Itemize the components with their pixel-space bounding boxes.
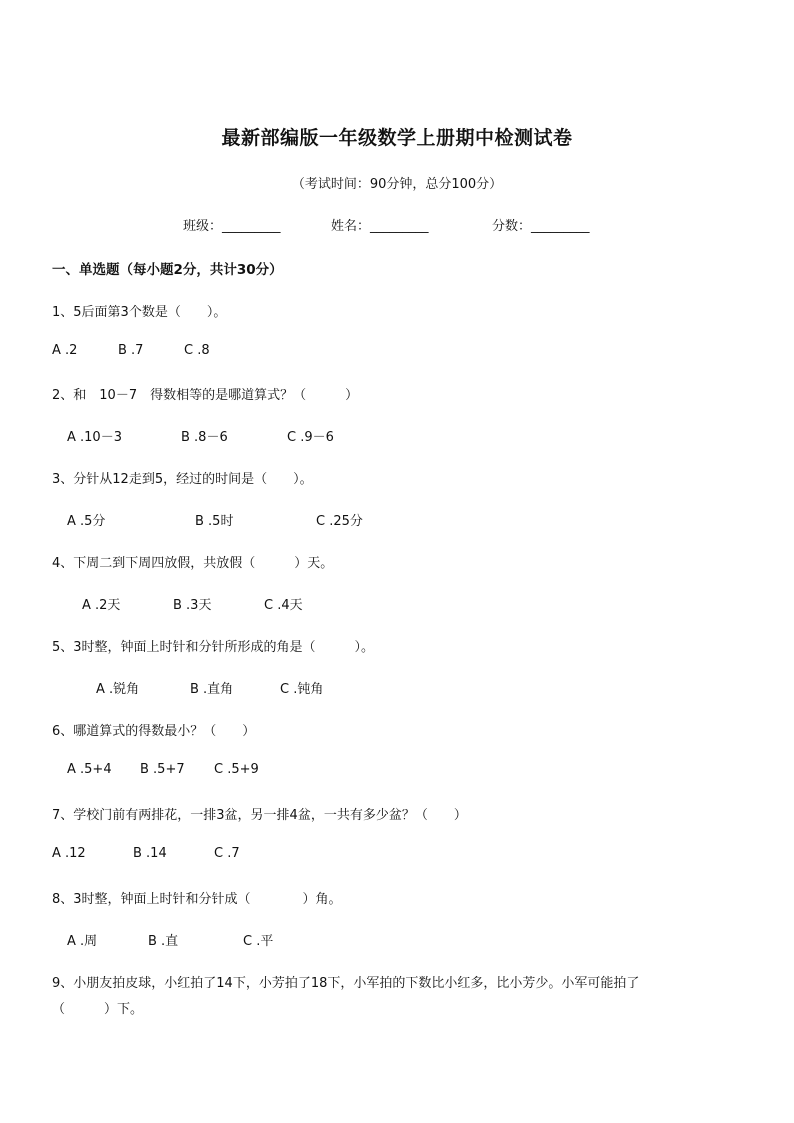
option-a: A .2天: [82, 598, 121, 613]
score-field: 分数：_________: [492, 219, 590, 234]
option-a: A .5分: [67, 514, 106, 529]
name-field: 姓名：_________: [331, 219, 429, 234]
question-9: 9、小朋友拍皮球，小红拍了14下，小芳拍了18下，小军拍的下数比小红多，比小芳少。小军可能拍了: [52, 976, 640, 991]
option-a: A .5+4: [67, 762, 112, 777]
question-9-continuation: （ ）下。: [52, 1002, 144, 1017]
question-4: 4、下周二到下周四放假，共放假（ ）天。: [52, 556, 334, 571]
question-5: 5、3时整，钟面上时针和分针所形成的角是（ ）。: [52, 640, 375, 655]
section-heading: 一、单选题（每小题2分，共计30分）: [52, 262, 283, 278]
question-3: 3、分针从12走到5，经过的时间是（ ）。: [52, 472, 313, 487]
question-7: 7、学校门前有两排花，一排3盆，另一排4盆，一共有多少盆？（ ）: [52, 808, 467, 823]
question-6: 6、哪道算式的得数最小？（ ）: [52, 724, 256, 739]
option-c: C .25分: [316, 514, 363, 529]
option-b: B .14: [133, 846, 167, 861]
option-b: B .3天: [173, 598, 212, 613]
option-b: B .直角: [190, 682, 234, 697]
option-b: B .7: [118, 343, 144, 358]
option-c: C .钝角: [280, 682, 324, 697]
option-a: A .锐角: [96, 682, 140, 697]
question-2: 2、和 10－7 得数相等的是哪道算式？（ ）: [52, 388, 359, 403]
option-c: C .9－6: [287, 430, 334, 445]
option-b: B .5+7: [140, 762, 185, 777]
option-c: C .7: [214, 846, 240, 861]
option-a: A .周: [67, 934, 98, 949]
class-field: 班级：_________: [183, 219, 281, 234]
option-b: B .8－6: [181, 430, 228, 445]
question-8: 8、3时整，钟面上时针和分针成（ ）角。: [52, 892, 342, 907]
option-c: C .4天: [264, 598, 303, 613]
exam-subtitle: （考试时间：90分钟，总分100分）: [291, 177, 503, 192]
option-c: C .平: [243, 934, 274, 949]
option-a: A .12: [52, 846, 86, 861]
option-b: B .5时: [195, 514, 234, 529]
page-title: 最新部编版一年级数学上册期中检测试卷: [221, 127, 573, 149]
option-c: C .8: [184, 343, 210, 358]
option-a: A .10－3: [67, 430, 122, 445]
option-a: A .2: [52, 343, 78, 358]
option-c: C .5+9: [214, 762, 259, 777]
option-b: B .直: [148, 934, 179, 949]
question-1: 1、5后面第3个数是（ ）。: [52, 305, 227, 320]
